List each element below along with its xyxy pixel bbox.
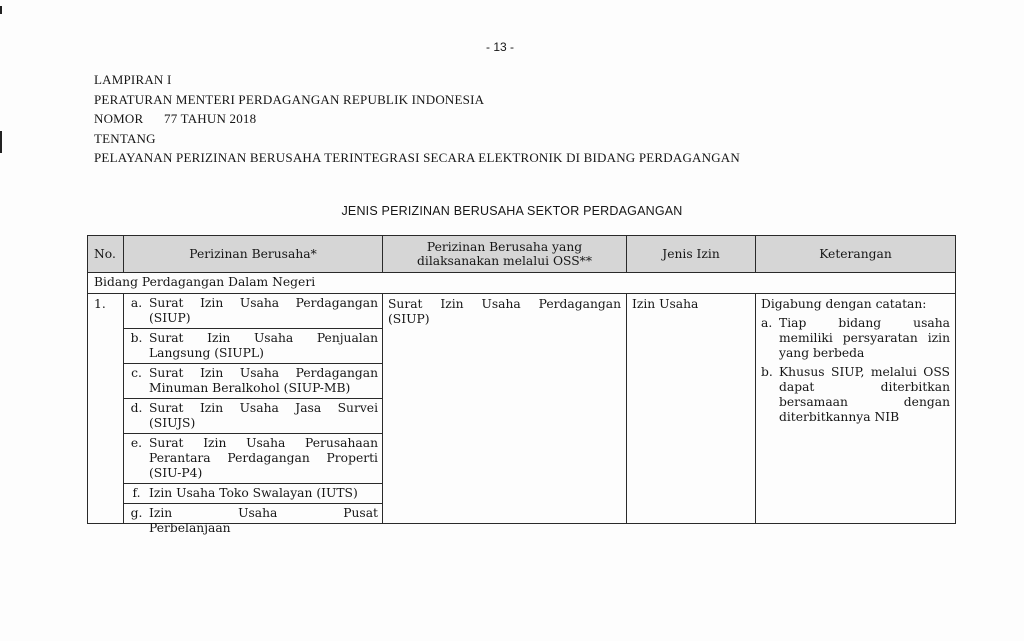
item-letter: b.: [130, 331, 143, 345]
table-title: JENIS PERIZINAN BERUSAHA SEKTOR PERDAGANGAN: [341, 204, 683, 218]
item-text: Surat Izin Usaha Perdagangan (SIUP): [149, 296, 378, 325]
keterangan-intro: Digabung dengan catatan:: [761, 297, 927, 311]
page-number: - 13 -: [485, 40, 514, 54]
item-text: Izin Usaha Pusat Perbelanjaan: [149, 506, 378, 535]
header-oss-line2: dilaksanakan melalui OSS**: [417, 254, 592, 268]
scan-edge-mark: [0, 131, 2, 153]
subject-line: PELAYANAN PERIZINAN BERUSAHA TERINTEGRASI SECARA ELEKTRONIK DI BIDANG PERDAGANGAN: [94, 150, 740, 165]
header-no: No.: [88, 236, 124, 273]
note-letter: a.: [761, 316, 773, 330]
list-item: [124, 504, 382, 535]
keterangan-note: [761, 316, 950, 361]
scan-edge-mark: [0, 6, 2, 14]
jenis-cell: Izin Usaha: [627, 294, 756, 524]
header-perizinan: Perizinan Berusaha*: [124, 236, 383, 273]
item-letter: c.: [131, 366, 142, 380]
list-item: [124, 294, 382, 329]
keterangan-cell: [756, 294, 956, 524]
list-item: [124, 484, 382, 504]
section-label: Bidang Perdagangan Dalam Negeri: [88, 273, 956, 294]
note-text: Khusus SIUP, melalui OSS dapat diterbitkan bersamaan dengan diterbitkannya NIB: [779, 365, 950, 424]
keterangan-note: [761, 365, 950, 425]
item-letter: g.: [130, 506, 143, 520]
nomor-label: NOMOR: [94, 111, 144, 126]
item-letter: f.: [132, 486, 141, 500]
list-item: [124, 434, 382, 484]
item-letter: d.: [130, 401, 143, 415]
item-text: Surat Izin Usaha Penjualan Langsung (SIUPL): [149, 331, 378, 360]
header-oss: [383, 236, 627, 273]
lampiran-line: LAMPIRAN I: [94, 72, 172, 87]
table-header-row: [88, 236, 956, 273]
note-text: Tiap bidang usaha memiliki persyaratan izin yang berbeda: [779, 316, 950, 360]
header-keterangan: Keterangan: [756, 236, 956, 273]
list-item: [124, 364, 382, 399]
document-header: [94, 70, 740, 168]
list-item: [124, 399, 382, 434]
tentang-line: TENTANG: [94, 130, 156, 146]
list-item: [124, 329, 382, 364]
item-text: Surat Izin Usaha Perdagangan Minuman Beralkohol (SIUP-MB): [149, 366, 378, 395]
section-row: [88, 273, 956, 294]
item-text: Izin Usaha Toko Swalayan (IUTS): [149, 486, 358, 500]
nomor-value: 77 TAHUN 2018: [164, 111, 257, 126]
oss-cell: Surat Izin Usaha Perdagangan (SIUP): [383, 294, 627, 524]
table-row: [88, 294, 956, 524]
header-oss-line1: Perizinan Berusaha yang: [426, 240, 583, 254]
item-text: Surat Izin Usaha Jasa Survei (SIUJS): [149, 401, 378, 430]
perizinan-table: [87, 235, 956, 535]
item-letter: e.: [130, 436, 143, 450]
row-number: 1.: [88, 294, 124, 524]
item-letter: a.: [130, 296, 143, 310]
peraturan-line: PERATURAN MENTERI PERDAGANGAN REPUBLIK INDONESIA: [94, 91, 485, 107]
note-letter: b.: [761, 365, 773, 379]
nomor-line: [94, 109, 740, 129]
perizinan-items: [124, 294, 383, 535]
item-text: Surat Izin Usaha Perusahaan Perantara Perdagangan Properti (SIU-P4): [149, 436, 378, 480]
header-jenis: Jenis Izin: [627, 236, 756, 273]
